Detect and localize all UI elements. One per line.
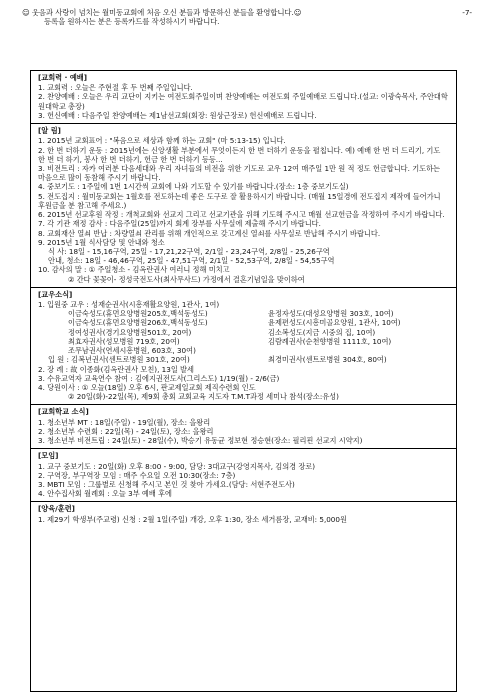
section-title: [양육/훈련] [38,504,75,514]
page-number: -7- [462,8,472,17]
list-item: 3. 수유교역자 교육연수 참여 : 김에지권전도사(그리스도) 1/19(월) - 2/6(금) [38,373,280,383]
thanks-item: ② 간다 꽃꽂이- 정성국전도사(최사무사드) 가정에서 결혼기념일을 맞이하여 [68,274,305,284]
list-item: 1. 교구 중보기도 : 20일(화) 오후 8:00 - 9:00, 담당: 3대교구(강영지목사, 김의경 장로) [38,461,316,471]
list-item: 4. 중보기도 : 1주일에 1번 1시간씩 교회에 나와 기도할 수 있기를 바랍니다.(장소: 1층 중보기도실) [38,182,349,192]
section-training [31,501,456,526]
section-announcements [31,123,456,287]
section-church-school [31,404,456,448]
list-item: 1. 제29기 학생부(주교령) 신청 : 2월 1일(주일) 개강, 오후 1:30, 장소 세거름장, 교재비: 5,000원 [38,514,347,524]
list-item: 4. 안수집사회 월례회 : 오늘 3부 예배 후에 [38,489,172,499]
welcome-line: ☺ 웃음과 사랑이 넘치는 월미동교회에 처음 오신 분들과 방문하신 분들을 환영합니다.☺ [22,8,302,17]
list-item: 5. 전도집지 : 월미동교회는 1월호를 전도하는데 좋은 도구로 잘 활용하시기 바랍니다. (매월 15일경에 전도집지 제작에 들어가니 후원금을 분 참고해 주세요.) [38,191,441,210]
list-item: 3. MBTI 모임 : 그룹별로 신청해 주시고 본인 것 찾아 가세요.(담당: 서현주전도사) [38,479,295,489]
section-title: [모임] [38,451,59,461]
section-title: [교회학교 소식] [38,407,89,417]
patient-row: 이금숙성도(휴먼요양병원206호,백석동성도) 윤제편성도(시흥미골요양원, 1관사, 10여) [68,318,401,328]
list-item: 7. 각 기관 재정 감사 : 다음주일(25일)까지 회계 장부를 사무실에 제출해 주시기 바랍니다. [38,219,321,229]
list-item: 6. 2015년 선교후원 작정 : 개척교회와 선교지 그리고 선교기관을 위해 기도해 주시고 매월 선교헌금을 작정하여 주시기 바랍니다. [38,210,445,220]
section-title: [알 림] [38,126,61,136]
list-item: 1. 청소년부 MT : 18일(주일) - 19일(월), 장소: 을왕리 [38,417,211,427]
list-item: 4. 당원이사 : ① 오늘(18일) 오후 6시, 판교제일교회 제직수련회 인도 [38,383,256,392]
list-item: 2. 청소년부 수련회 : 22일(목) - 24일(토), 장소: 을왕리 [38,426,214,436]
list-item: 2. 찬양예배 : 오늘은 우리 교단이 지키는 여전도회주일이며 찬양예배는 여전도회 주일예배로 드립니다.(설교: 이광숙목사, 주안대학원대학교 총장) [38,92,448,111]
list-item: 2. 구역장, 부구역장 모임 : 매주 수요일 오전 10:30(장소: 7층) [38,470,236,480]
section-member-news [31,287,456,405]
section-title: [교회력 · 예배] [38,73,88,82]
patient-row: 조무남권사(연세시흥병원, 603호, 30여) [68,346,196,356]
schedule-cleaning: 안내, 청소: 18일 - 46,46구역, 25일 - 47,51구역, 2/1일 - 52,53구역, 2/8일 - 54,55구역 [48,256,335,266]
top-notice [22,8,472,27]
registration-line: 등록을 원하시는 분은 등록카드를 작성하시기 바랍니다. [44,17,220,27]
section-church-calendar [31,71,456,123]
patient-row: 이금숙성도(휴먼요양병원205호,백석동성도) 윤정자성도(대성요양병원 303호, 10여) [68,309,394,319]
list-item: 3. 헌신예배 : 다음주일 찬양예배는 제1남선교회(회장: 원상근장로) 헌신예배로 드립니다. [38,110,317,120]
schedule-meal: 식 사: 18일 - 15,16구역, 25일 - 17,21,22구역, 2/1일 - 23,24구역, 2/8일 - 25,26구역 [48,246,330,256]
list-item: 2. 한 번 더하기 운동 : 2015년에는 신앙생활 부분에서 무엇이든지 한 번 더하기 운동을 펼칩니다. 예) 예배 한 번 더 드리기, 기도 한 번 더 하기, 봉사 한 번 더하기, 헌금 한 번 더하기 등등... [38,145,441,164]
section-meetings [31,448,456,501]
list-item: 9. 2015년 1월 식사담당 및 안내와 청소 [38,237,165,247]
list-item: ② 20일(화)-22일(목), 제9회 총회 교회교육 지도자 T.M.T과정 세미나 참석(장소:유성) [68,392,339,402]
patient-row: 최효자권사(성모병원 719호, 20여) 김람례권사(순천향병원 1111호, 10여) [68,336,392,346]
list-item: 10. 감사의 말 : ① 주일청소 - 김옥란권사 여러니 정해 미치고 [38,265,230,275]
section-title: [교우소식] [38,289,73,299]
bulletin-box [30,70,457,692]
list-item: 2. 장 례 : 故 이종화(김옥란권사 모친), 13일 발세 [38,364,194,374]
list-item: 8. 교회재산 열쇠 반납 : 차량열쇠 관리를 위해 개인적으로 갖고계신 열쇠를 사무실로 반납해 주시기 바랍니다. [38,228,381,238]
patient-row: 정여성권사(경기요양병원501호, 20여) 김소복성도(지금 시중의 집, 10여) [68,327,376,337]
patient-row: 입 원 : 김복년권사(센트로병원 301호, 20여) 최경미권사(센트로병원 304호, 80여) [48,355,387,365]
list-item: 1. 교회력 : 오늘은 주현절 후 두 번째 주일입니다. [38,83,193,93]
list-item: 1. 2015년 교회표어 : "복음으로 세상과 함께 하는 교회" (마 5:13-15) 입니다. [38,136,286,146]
list-item: 3. 청소년부 비전트립 : 24일(토) - 28일(수), 박승기 유동균 정보현 정승현(장소: 필리핀 선교지 시약지) [38,436,363,446]
training-dates: 1/19(월) - 2/6(금) [219,373,280,383]
list-item: 1. 입원중 교우 : 성재순권사(시흥재활요양원, 1관사, 1여) [38,300,220,310]
list-item: 3. 비전트리 : 자카 여러분 다음세대와 우리 자녀들의 비전을 위한 기도로 교우 12여 매주일 1만 원 적 정도 헌금합니다. 기도하는 마음으로 많이 동참해 주시기 바랍니다. [38,163,440,183]
